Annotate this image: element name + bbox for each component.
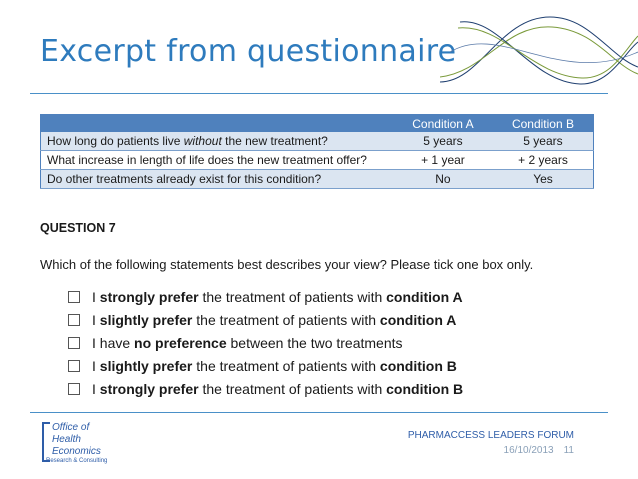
table-row [41,132,594,151]
title-divider [30,93,608,94]
logo-bracket [42,422,50,462]
row-value-b: 5 years [493,132,594,151]
question-title: QUESTION 7 [40,221,116,235]
checkbox[interactable] [68,337,80,349]
row-value-a: No [393,170,493,189]
checkbox[interactable] [68,314,80,326]
answer-option[interactable]: I strongly prefer the treatment of patients with condition B [68,377,463,400]
answer-options [68,285,463,400]
slide-meta [504,445,574,456]
checkbox[interactable] [68,291,80,303]
row-value-a: 5 years [393,132,493,151]
header-condition-b: Condition B [493,115,594,133]
row-value-b: + 2 years [493,151,594,170]
slide-title: Excerpt from questionnaire [40,34,457,69]
row-value-b: Yes [493,170,594,189]
header-condition-a: Condition A [393,115,493,133]
logo-line-2: Health [52,434,81,445]
table-header-row [41,115,594,133]
logo-line-1: Office of [52,422,90,433]
answer-option[interactable]: I slightly prefer the treatment of patients with condition B [68,354,463,377]
table-row [41,170,594,189]
logo-subtitle: Research & Consulting [46,458,108,464]
table-row [41,151,594,170]
answer-option[interactable]: I have no preference between the two treatments [68,331,463,354]
checkbox[interactable] [68,383,80,395]
footer-divider [30,412,608,413]
header-blank [41,115,393,133]
row-value-a: + 1 year [393,151,493,170]
ohe-logo [40,420,130,468]
slide-date: 16/10/2013 [503,445,554,456]
answer-option[interactable]: I slightly prefer the treatment of patients with condition A [68,308,463,331]
decorative-waves [440,12,638,92]
page-number: 11 [563,445,574,456]
logo-line-3: Economics [52,446,101,457]
forum-name: PHARMACCESS LEADERS FORUM [407,430,574,441]
answer-option[interactable]: I strongly prefer the treatment of patients with condition A [68,285,463,308]
row-question: Do other treatments already exist for this condition? [41,170,393,189]
comparison-table [40,114,594,189]
row-question: What increase in length of life does the new treatment offer? [41,151,393,170]
checkbox[interactable] [68,360,80,372]
question-prompt: Which of the following statements best describes your view? Please tick one box only. [40,257,534,272]
row-question: How long do patients live without the new treatment? [41,132,393,151]
